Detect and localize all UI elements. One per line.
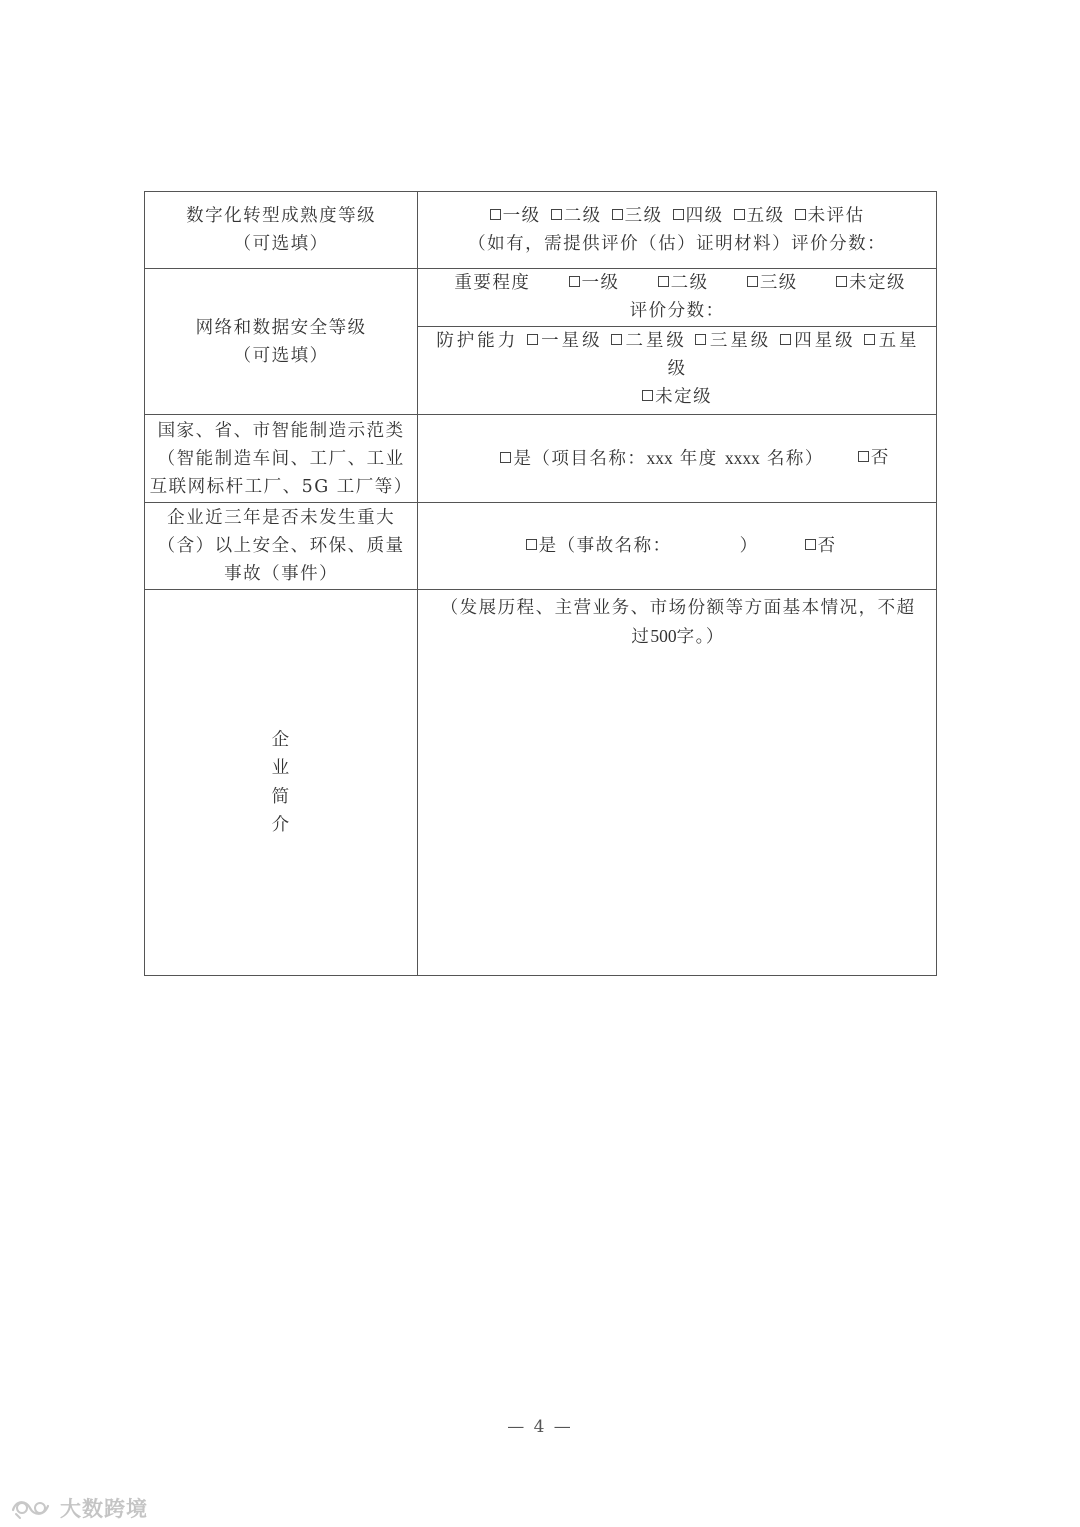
option-level-2[interactable]: 二级 — [551, 202, 602, 230]
option-importance-2[interactable]: 二级 — [658, 269, 709, 297]
value-safety-record — [418, 503, 937, 590]
value-security-level — [418, 269, 937, 415]
checkbox-icon[interactable] — [747, 276, 758, 287]
option-level-4[interactable]: 四级 — [673, 202, 724, 230]
eye-loop-logo-icon — [10, 1496, 54, 1520]
checkbox-icon[interactable] — [490, 209, 501, 220]
maturity-options — [418, 202, 936, 230]
option-no[interactable]: 否 — [805, 532, 837, 560]
option-no[interactable]: 否 — [858, 444, 890, 473]
row-digital-maturity — [145, 192, 937, 269]
option-importance-3[interactable]: 三级 — [747, 269, 798, 297]
checkbox-icon[interactable] — [500, 452, 511, 463]
option-star-4[interactable]: 四星级 — [780, 331, 856, 351]
option-level-5[interactable]: 五级 — [734, 202, 785, 230]
row-smart-manufacturing — [145, 415, 937, 503]
label-line: 数字化转型成熟度等级 — [186, 206, 377, 226]
smart-manufacturing-options — [418, 444, 936, 473]
row-safety-record — [145, 503, 937, 590]
label-smart-manufacturing — [145, 415, 418, 503]
label-line: 互联网标杆工厂、5G 工厂等） — [149, 476, 413, 497]
protection-block — [418, 327, 936, 414]
option-level-3[interactable]: 三级 — [612, 202, 663, 230]
protection-options — [436, 327, 918, 355]
option-importance-1[interactable]: 一级 — [569, 269, 620, 297]
label-company-intro — [145, 590, 418, 976]
option-star-5[interactable]: 五星 — [864, 331, 918, 351]
option-star-2[interactable]: 二星级 — [611, 331, 687, 351]
option-star-3[interactable]: 三星级 — [695, 331, 771, 351]
row-security-level — [145, 269, 937, 415]
label-line: 网络和数据安全等级 — [195, 317, 367, 338]
checkbox-icon[interactable] — [527, 334, 538, 345]
checkbox-icon[interactable] — [805, 539, 816, 550]
protection-wrap-tail: 级 — [667, 359, 687, 379]
checkbox-icon[interactable] — [551, 209, 562, 220]
company-intro-vertical-label: 企 业 简 介 — [271, 729, 291, 835]
importance-score: 评价分数： — [629, 301, 725, 321]
label-digital-maturity — [145, 192, 418, 269]
safety-record-options — [418, 532, 936, 560]
watermark-text: 大数跨境 — [60, 1497, 148, 1521]
label-line: （可选填） — [233, 234, 329, 254]
maturity-note: （如有，需提供评价（估）证明材料）评价分数： — [468, 234, 887, 254]
row-company-intro — [145, 590, 937, 976]
option-not-assessed[interactable]: 未评估 — [795, 202, 865, 230]
importance-block — [418, 269, 936, 327]
intro-hint-line: （发展历程、主营业务、市场份额等方面基本情况，不超 — [440, 598, 916, 618]
label-line: （智能制造车间、工厂、工业 — [157, 448, 405, 469]
checkbox-icon[interactable] — [858, 451, 869, 462]
checkbox-icon[interactable] — [864, 334, 875, 345]
checkbox-icon[interactable] — [611, 334, 622, 345]
option-level-1[interactable]: 一级 — [490, 202, 541, 230]
label-safety-record — [145, 503, 418, 590]
label-line: 国家、省、市智能制造示范类 — [157, 420, 405, 441]
checkbox-icon[interactable] — [734, 209, 745, 220]
application-form-table — [144, 191, 937, 976]
checkbox-icon[interactable] — [526, 539, 537, 550]
option-star-1[interactable]: 一星级 — [527, 331, 603, 351]
protection-title: 防护能力 — [436, 331, 519, 351]
importance-options — [418, 269, 936, 297]
checkbox-icon[interactable] — [780, 334, 791, 345]
company-intro-textarea[interactable] — [418, 590, 937, 976]
option-importance-unrated[interactable]: 未定级 — [836, 269, 906, 297]
importance-title: 重要程度 — [454, 273, 531, 293]
label-security-level — [145, 269, 418, 415]
label-line: （可选填） — [233, 345, 329, 366]
checkbox-icon[interactable] — [673, 209, 684, 220]
intro-hint-line: 过500字。） — [631, 626, 725, 647]
checkbox-icon[interactable] — [569, 276, 580, 287]
checkbox-icon[interactable] — [612, 209, 623, 220]
label-line: 事故（事件） — [224, 564, 339, 584]
label-line: 企业近三年是否未发生重大 — [167, 508, 396, 528]
page-number: — 4 — — [507, 1417, 573, 1437]
checkbox-icon[interactable] — [642, 390, 653, 401]
checkbox-icon[interactable] — [695, 334, 706, 345]
option-yes-accident[interactable]: 是（事故名称： ） — [526, 532, 759, 560]
checkbox-icon[interactable] — [658, 276, 669, 287]
checkbox-icon[interactable] — [795, 209, 806, 220]
option-protection-unrated[interactable]: 未定级 — [436, 383, 918, 411]
checkbox-icon[interactable] — [836, 276, 847, 287]
watermark — [10, 1493, 148, 1523]
value-smart-manufacturing — [418, 415, 937, 503]
option-yes-project[interactable]: 是（项目名称：xxx 年度 xxxx 名称） — [500, 444, 823, 473]
value-digital-maturity — [418, 192, 937, 269]
label-line: （含）以上安全、环保、质量 — [157, 536, 405, 556]
